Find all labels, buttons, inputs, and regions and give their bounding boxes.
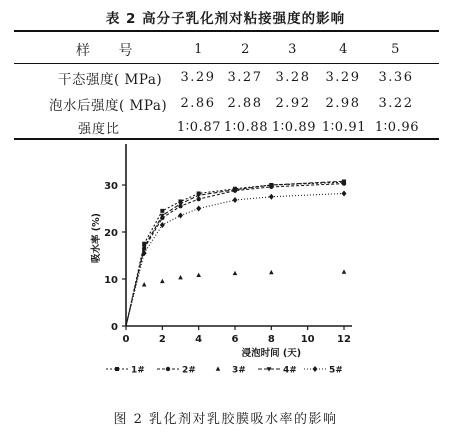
water-absorption-chart	[86, 140, 376, 385]
table-title: 表 2 高分子乳化剂对粘接强度的影响	[105, 11, 346, 27]
data-point	[142, 282, 147, 286]
header-col-2: 2	[241, 42, 251, 57]
data-point	[342, 269, 347, 273]
legend-label: 1#	[131, 365, 145, 376]
series-3	[142, 269, 346, 286]
table-cell: 3.29	[180, 70, 216, 85]
data-point	[269, 270, 274, 274]
chart-series	[126, 179, 347, 326]
series-line	[126, 184, 344, 326]
data-point	[313, 366, 318, 372]
table-header-rule	[14, 63, 439, 64]
series-2	[126, 181, 346, 326]
table-cell: 1∶0.88	[223, 120, 269, 135]
header-col-3: 3	[288, 42, 298, 57]
x-tick-label: 6	[231, 334, 239, 345]
table-cell: 3.27	[227, 70, 263, 85]
data-point	[160, 209, 164, 213]
data-point	[196, 206, 201, 212]
data-point	[216, 366, 221, 370]
y-tick-label: 0	[111, 322, 118, 333]
data-point	[178, 213, 183, 219]
data-point	[166, 367, 170, 371]
header-col-5: 5	[391, 42, 401, 57]
table-cell: 1∶0.96	[374, 120, 420, 135]
data-point	[269, 194, 274, 200]
row-wet-strength-label: 泡水后强度( MPa)	[49, 98, 168, 114]
x-tick-label: 8	[267, 334, 275, 345]
table-cell: 2.98	[325, 96, 361, 111]
table-cell: 1∶0.89	[271, 120, 317, 135]
series-line	[126, 182, 344, 326]
legend-label: 5#	[329, 365, 343, 376]
y-axis-label: 吸水率 (%)	[91, 212, 102, 264]
data-point	[115, 367, 119, 371]
table-cell: 2.92	[275, 96, 311, 111]
data-point	[178, 275, 183, 279]
data-point	[160, 279, 165, 283]
chart-legend	[106, 366, 343, 376]
y-tick-label: 20	[104, 228, 118, 239]
table-cell: 1∶0.87	[176, 120, 222, 135]
legend-label: 3#	[232, 365, 246, 376]
table-cell: 3.29	[325, 70, 361, 85]
chart-axes	[90, 144, 352, 359]
header-col-1: 1	[194, 42, 204, 57]
header-label: 样 号	[76, 43, 145, 59]
table-top-rule	[14, 30, 439, 32]
data-point	[196, 273, 201, 277]
data-point	[233, 197, 238, 203]
legend-label: 4#	[283, 365, 297, 376]
x-tick-label: 4	[195, 334, 203, 345]
table-cell: 3.28	[275, 70, 311, 85]
data-point	[233, 271, 238, 275]
data-point	[342, 190, 347, 196]
header-col-4: 4	[339, 42, 349, 57]
table-cell: 2.86	[180, 96, 216, 111]
y-tick-label: 30	[104, 181, 118, 192]
table-cell: 3.22	[378, 96, 414, 111]
row-dry-strength-label: 干态强度( MPa)	[58, 72, 163, 88]
table-cell: 1∶0.91	[321, 120, 367, 135]
legend-label: 2#	[182, 365, 196, 376]
table-cell: 3.36	[378, 70, 414, 85]
x-tick-label: 2	[158, 334, 166, 345]
y-tick-label: 10	[104, 275, 118, 286]
x-tick-label: 0	[122, 334, 130, 345]
series-line	[126, 193, 344, 326]
row-strength-ratio-label: 强度比	[78, 122, 121, 137]
x-axis-label: 浸泡时间 (天)	[241, 348, 302, 359]
series-5	[126, 190, 347, 326]
table-cell: 2.88	[227, 96, 263, 111]
series-1	[126, 180, 346, 326]
x-tick-label: 10	[300, 334, 315, 345]
x-tick-label: 12	[337, 334, 351, 345]
figure-caption: 图 2 乳化剂对乳胶膜吸水率的影响	[113, 412, 338, 427]
